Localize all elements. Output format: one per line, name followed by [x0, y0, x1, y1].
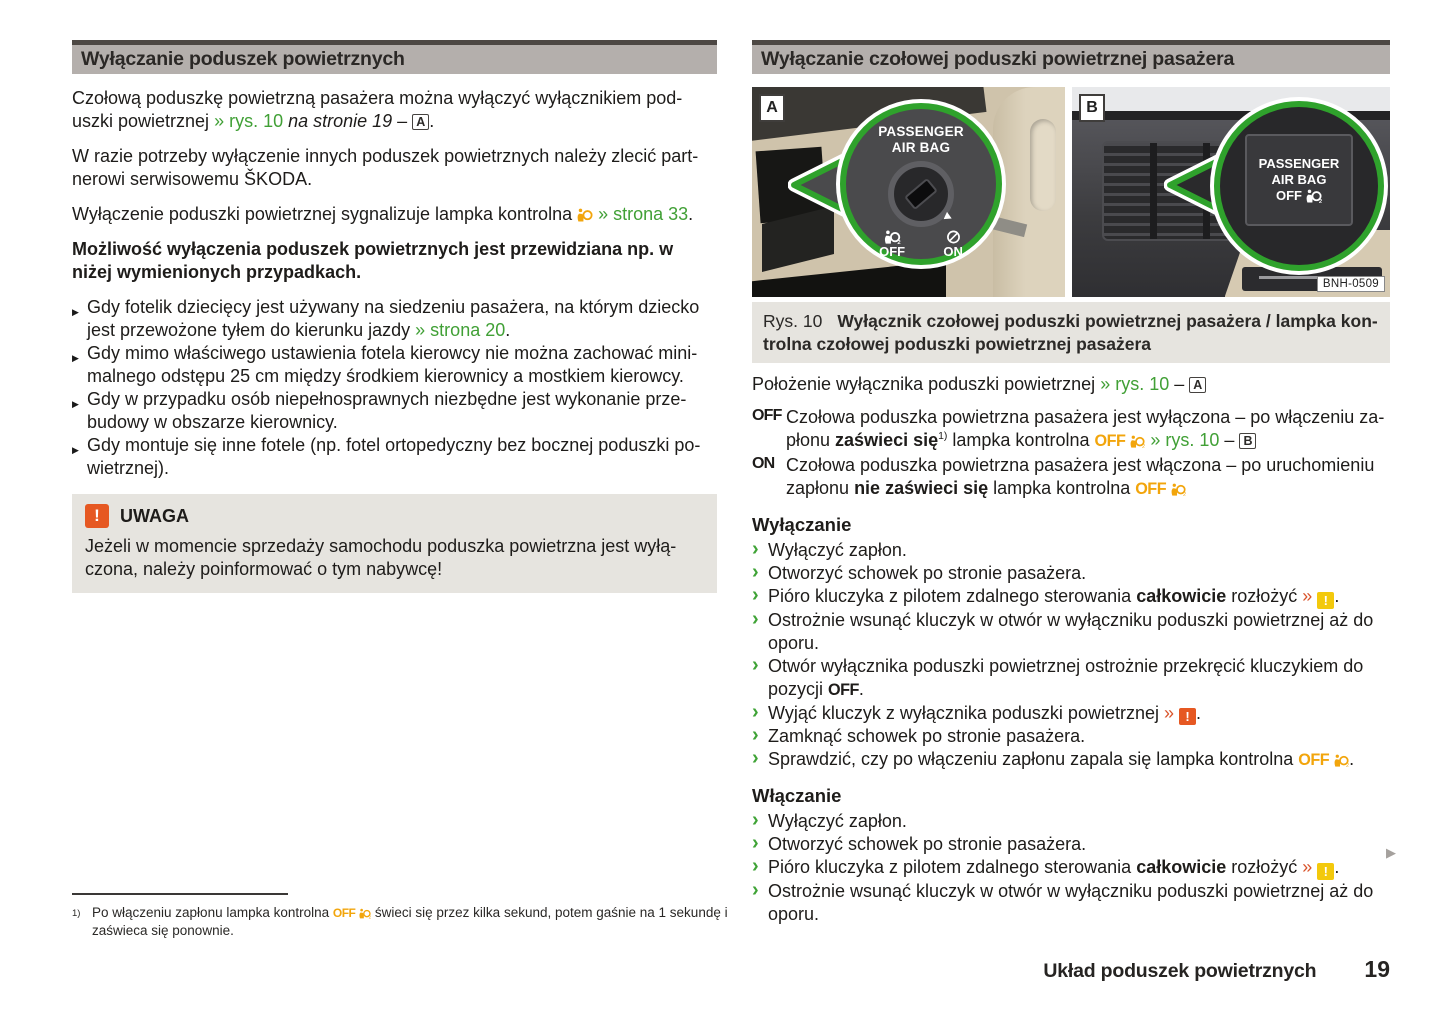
cross-reference-link[interactable]: » rys. 10 [214, 111, 284, 131]
caution-icon[interactable]: ! [1317, 592, 1334, 609]
page-number: 19 [1364, 956, 1390, 982]
paragraph: Wyłączenie poduszki powietrznej sygnalizuje lampka kontrolna » strona 33. [72, 204, 694, 224]
footnote-rule [72, 893, 288, 895]
cross-reference-link[interactable]: » strona 20 [415, 320, 506, 340]
figure-label-b: B [1079, 94, 1105, 122]
section-title: Wyłączanie czołowej poduszki powietrznej pasażera [761, 48, 1235, 70]
photo-code: BNH-0509 [1317, 276, 1385, 292]
figure-caption: Rys. 10 Wyłącznik czołowej poduszki powietrznej pasażera / lampka kontrolna czołowej poduszki powietrznej pasażera [752, 302, 1390, 363]
note-ref-link[interactable]: » [1302, 586, 1313, 606]
cross-reference-link[interactable]: » rys. 10 [1150, 430, 1220, 450]
step-item: › Wyłączyć zapłon. [752, 539, 1390, 562]
section-title-bar [752, 40, 1390, 74]
definition-term-on: ON [752, 455, 775, 472]
switch-on-position: ON [943, 230, 963, 259]
off-token: OFF [332, 906, 356, 920]
cross-reference-link[interactable]: » rys. 10 [1100, 374, 1170, 394]
left-column [72, 40, 717, 593]
footnote [72, 893, 734, 940]
step-item: › Otworzyć schowek po stronie pasażera. [752, 562, 1390, 585]
figure-10 [752, 87, 1390, 297]
page-footer [752, 956, 1390, 983]
step-item: › Wyłączyć zapłon. [752, 810, 1390, 833]
caution-icon[interactable]: ! [1317, 863, 1334, 880]
airbag-off-indicator-icon [1171, 478, 1186, 498]
switch-label: PASSENGER [878, 124, 964, 139]
airbag-switch-dial [888, 161, 954, 227]
right-column [752, 40, 1390, 926]
warning-note-header [85, 504, 704, 528]
step-list [752, 539, 1390, 772]
step-item: › Zamknąć schowek po stronie pasażera. [752, 725, 1390, 748]
dial-pointer [944, 212, 954, 222]
airbag-off-indicator-icon [884, 230, 901, 244]
key-slot [904, 178, 938, 210]
paragraph: W razie potrzeby wyłączenie innych poduszek powietrznych należy zlecić partnerowi serwisowemu ŠKODA. [72, 146, 699, 189]
step-list [752, 810, 1390, 926]
warning-icon: ! [85, 504, 109, 528]
definition-off [752, 406, 1390, 453]
off-token: OFF [1094, 432, 1126, 450]
list-item: ▶ Gdy mimo właściwego ustawienia fotela kierowcy nie można zachować minimalnego odstępu 25 cm między środkiem kierownicy a mostkiem kierowcy. [72, 342, 717, 388]
paragraph: Położenie wyłącznika poduszki powietrznej » rys. 10 – A [752, 373, 1390, 396]
footnote-text: Po włączeniu zapłonu lampka kontrolna OFF świeci się przez kilka sekund, potem gaśnie na 1 sekundę i zaświeca się ponownie. [92, 905, 728, 938]
step-item: › Otworzyć schowek po stronie pasażera. [752, 833, 1390, 856]
list-item: ▶ Gdy w przypadku osób niepełnosprawnych niezbędne jest wykonanie przebudowy w obszarze kierownicy. [72, 388, 717, 434]
callout-circle [840, 103, 1002, 265]
airbag-indicator-icon [577, 204, 593, 224]
airbag-off-indicator-icon [359, 905, 371, 920]
door-handle [1030, 119, 1056, 211]
callout-circle [1214, 101, 1384, 271]
off-token: OFF [828, 680, 859, 699]
switch-label: AIR BAG [891, 140, 951, 155]
footer-section-title: Układ poduszek powietrznych [1043, 960, 1317, 982]
definition-term-off: OFF [752, 407, 782, 424]
figure-label-a: A [759, 94, 785, 122]
section-title-bar [72, 40, 717, 74]
step-item: › Wyjąć kluczyk z wyłącznika poduszki powietrznej » ! . [752, 702, 1390, 726]
list-item: ▶ Gdy fotelik dziecięcy jest używany na siedzeniu pasażera, na którym dziecko jest przewożone tyłem do kierunku jazdy » strona 20. [72, 296, 717, 342]
step-item: › Pióro kluczyka z pilotem zdalnego sterowania całkowicie rozłożyć » ! . [752, 585, 1390, 609]
airbag-off-indicator-icon [1334, 749, 1349, 769]
warning-note-text: Jeżeli w momencie sprzedaży samochodu poduszka powietrzna jest wyłączona, należy poinformować o tym nabywcę! [85, 536, 677, 579]
no-airbag-icon [946, 230, 961, 244]
lead-paragraph: Możliwość wyłączenia poduszek powietrznych jest przewidziana np. w niżej wymienionych przypadkach. [72, 239, 674, 282]
step-item: › Ostrożnie wsunąć kluczyk w otwór w wyłączniku poduszki powietrznej aż do oporu. [752, 609, 1390, 655]
footnote-marker: 1) [72, 908, 81, 919]
airbag-off-indicator-icon [1306, 189, 1322, 203]
list-item: ▶ Gdy montuje się inne fotele (np. fotel ortopedyczny bez bocznej poduszki powietrznej). [72, 434, 717, 480]
definition-text: Czołowa poduszka powietrzna pasażera jest wyłączona – po włączeniu zapłonu zaświeci się$^{1)}$ lampka kontrolna OFF » rys. 10 – B [786, 407, 1385, 450]
figure-ref-badge: B [1239, 433, 1256, 449]
figure-b-photo [1072, 87, 1390, 297]
cross-reference-link[interactable]: » strona 33 [598, 204, 689, 224]
airbag-off-indicator-icon [1130, 430, 1145, 450]
figure-a-photo [752, 87, 1065, 297]
bullet-list [72, 296, 717, 480]
definition-text: Czołowa poduszka powietrzna pasażera jest włączona – po uruchomieniu zapłonu nie zaświeci się lampka kontrolna OFF [786, 455, 1375, 498]
paragraph: Czołową poduszkę powietrzną pasażera można wyłączyć wyłącznikiem poduszki powietrznej » rys. 10 na stronie 19 – A . [72, 88, 683, 131]
step-item: › Otwór wyłącznika poduszki powietrznej ostrożnie przekręcić kluczykiem do pozycji OFF. [752, 655, 1390, 702]
windshield [1072, 87, 1390, 111]
step-item: › Pióro kluczyka z pilotem zdalnego sterowania całkowicie rozłożyć » ! . [752, 856, 1390, 880]
vent-divider [1150, 143, 1157, 239]
off-token: OFF [1298, 751, 1330, 769]
continuation-arrow-icon: ▶ [1386, 845, 1396, 860]
warning-icon[interactable]: ! [1179, 708, 1196, 725]
subsection-heading: Wyłączanie [752, 514, 852, 535]
off-token: OFF [1135, 480, 1167, 498]
section-title: Wyłączanie poduszek powietrznych [81, 48, 405, 70]
figure-ref-badge: A [1189, 377, 1206, 393]
warning-note-title: UWAGA [120, 505, 189, 526]
figure-ref-badge: A [412, 114, 429, 130]
note-ref-link[interactable]: » [1302, 857, 1313, 877]
subsection-heading: Włączanie [752, 785, 842, 806]
switch-off-position: OFF [879, 230, 905, 259]
figure-number: Rys. 10 [763, 311, 823, 331]
footnote-ref: 1) [938, 431, 948, 442]
definition-on [752, 454, 1390, 501]
step-item: › Sprawdzić, czy po włączeniu zapłonu zapala się lampka kontrolna OFF . [752, 748, 1390, 772]
warning-note-box [72, 494, 717, 593]
step-item: › Ostrożnie wsunąć kluczyk w otwór w wyłączniku poduszki powietrznej aż do oporu. [752, 880, 1390, 926]
note-ref-link[interactable]: » [1163, 702, 1174, 723]
passenger-airbag-off-display: PASSENGER AIR BAG OFF [1245, 134, 1353, 226]
